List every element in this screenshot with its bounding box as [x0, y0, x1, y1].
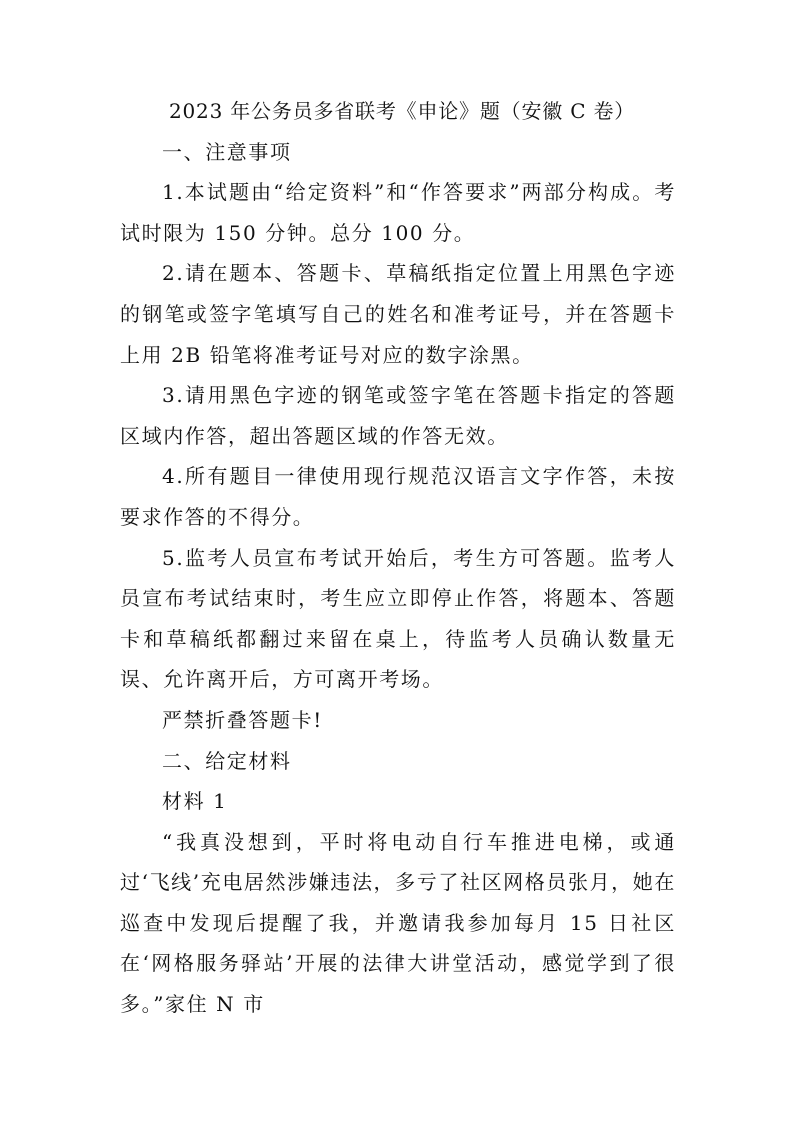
document-body: [120, 91, 676, 1025]
note-paragraph-1: 1.本试题由“给定资料”和“作答要求”两部分构成。考试时限为 150 分钟。总分 100 分。: [120, 180, 676, 245]
material-paragraph: “我真没想到，平时将电动自行车推进电梯，或通过‘飞线’充电居然涉嫌违法，多亏了社区网格员张月，她在巡查中发现后提醒了我，并邀请我参加每月 15 日社区在‘网格服务驿站’开展的法律大讲堂活动，感觉学到了很多。”家住 N 市: [120, 829, 676, 1017]
section-heading-notes: 一、注意事项: [162, 139, 292, 164]
note-paragraph-4: 4.所有题目一律使用现行规范汉语言文字作答，未按要求作答的不得分。: [120, 464, 676, 529]
document-title: 2023 年公务员多省联考《申论》题（安徽 C 卷）: [169, 99, 636, 123]
material-heading: 材料 1: [162, 789, 228, 814]
section-heading-materials: 二、给定材料: [162, 748, 292, 773]
note-paragraph-5: 5.监考人员宣布考试开始后，考生方可答题。监考人员宣布考试结束时，考生应立即停止作答，将题本、答题卡和草稿纸都翻过来留在桌上，待监考人员确认数量无误、允许离开后，方可离开考场。: [120, 545, 676, 692]
note-paragraph-2: 2.请在题本、答题卡、草稿纸指定位置上用黑色字迹的钢笔或签字笔填写自己的姓名和准考证号，并在答题卡上用 2B 铅笔将准考证号对应的数字涂黑。: [120, 261, 676, 367]
note-paragraph-3: 3.请用黑色字迹的钢笔或签字笔在答题卡指定的答题区域内作答，超出答题区域的作答无效。: [120, 383, 676, 448]
warning-paragraph: 严禁折叠答题卡!: [162, 707, 323, 732]
